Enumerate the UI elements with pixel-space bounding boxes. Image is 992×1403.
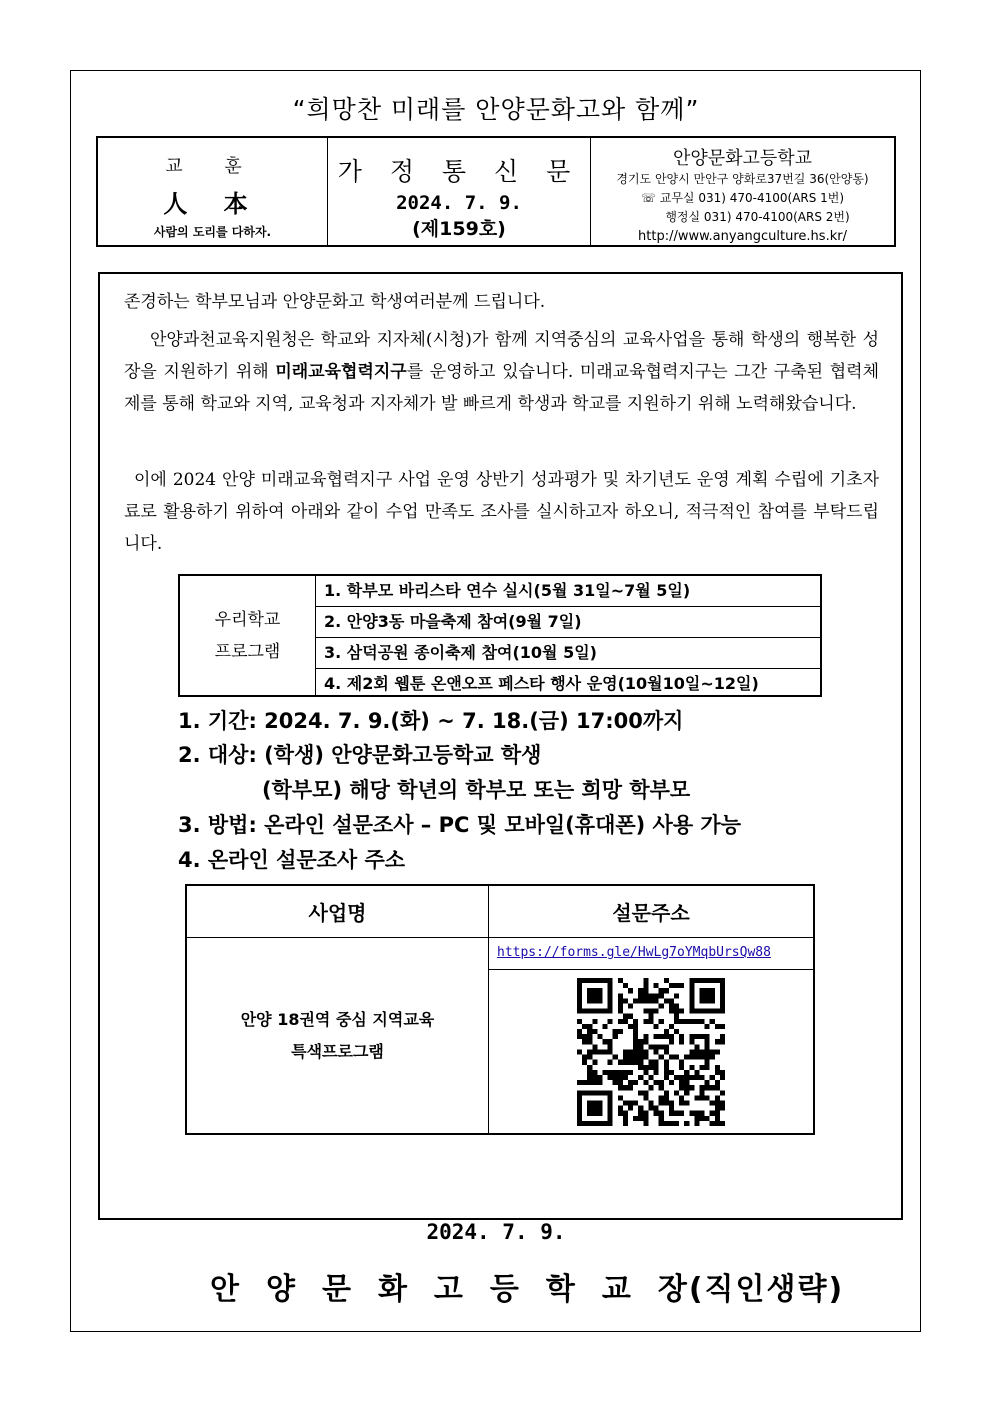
signature-school: 안양문화고등학교 <box>210 1272 658 1307</box>
paragraph-2: 이에 2024 안양 미래교육협력지구 사업 운영 상반기 성과평가 및 차기년도 운영 계획 수립에 기초자료로 활용하기 위하여 아래와 같이 수업 만족도 조사를 실시하고자 하오니, 적극적인 참여를 부탁드립니다. <box>124 470 879 554</box>
survey-table-row <box>187 938 813 1133</box>
column-business: 사업명 <box>187 886 489 937</box>
phone-office: ☏ 교무실 031) 470-4100(ARS 1번) <box>640 191 845 205</box>
creed: 人 本 <box>163 189 262 218</box>
survey-table <box>185 884 815 1135</box>
column-address: 설문주소 <box>612 901 690 925</box>
greeting: 존경하는 학부모님과 안양문화고 학생여러분께 드립니다. <box>124 292 546 312</box>
program-label-line2: 프로그램 <box>214 641 281 662</box>
survey-table-header <box>187 886 813 938</box>
creed-label: 교 훈 <box>165 156 260 177</box>
business-name-line1: 안양 18권역 중심 지역교육 <box>240 1009 435 1029</box>
survey-address-title: 4. 온라인 설문조사 주소 <box>178 848 406 872</box>
program-table <box>178 574 822 697</box>
school-name: 안양문화고등학교 <box>672 148 813 169</box>
survey-address-cell <box>489 938 813 1133</box>
program-label-line1: 우리학교 <box>214 609 281 630</box>
paragraph-1-part-a: 안양과천교육지원청은 학교와 지자체(시청)가 함께 지역중심의 교육사업을 통해 학생의 행복한 성장을 지원하기 위해 <box>124 330 879 382</box>
paragraph-1-part-b: 를 운영하고 있습니다. 미래교육협력지구는 그간 구축된 협력체제를 통해 학교와 지역, 교육청과 지자체가 발 빠르게 학생과 학교를 지원하기 위해 노력해왔습니다. <box>124 362 879 414</box>
program-item: 4. 제2회 웹툰 온앤오프 페스타 행사 운영(10월10일~12일) <box>324 674 759 693</box>
document-title-cell <box>328 138 591 245</box>
program-label <box>180 576 316 695</box>
signature-title: 장(직인생략) <box>657 1272 845 1307</box>
survey-method: 3. 방법: 온라인 설문조사 – PC 및 모바일(휴대폰) 사용 가능 <box>178 813 742 837</box>
survey-target-students: 2. 대상: (학생) 안양문화고등학교 학생 <box>178 743 542 767</box>
document-title: 가 정 통 신 문 <box>337 157 581 186</box>
business-name-line2: 특색프로그램 <box>291 1041 384 1061</box>
letter-header <box>96 136 896 247</box>
business-name <box>187 938 489 1133</box>
document-date: 2024. 7. 9. <box>396 192 522 214</box>
school-website[interactable]: http://www.anyangculture.hs.kr/ <box>638 229 847 244</box>
qr-code-area <box>489 970 813 1133</box>
paragraph-1 <box>124 324 879 420</box>
creed-subtitle: 사람의 도리를 다하자. <box>153 225 272 239</box>
program-item: 1. 학부모 바리스타 연수 실시(5월 31일~7월 5일) <box>316 576 820 607</box>
document-number: (제159호) <box>412 218 506 240</box>
school-motto: “희망찬 미래를 안양문화고와 함께” <box>292 95 700 124</box>
footer-date: 2024. 7. 9. <box>426 1220 566 1244</box>
survey-link[interactable]: https://forms.gle/HwLg7oYMqbUrsQw88 <box>489 938 813 970</box>
school-address: 경기도 안양시 만안구 양화로37번길 36(안양동) <box>616 172 869 186</box>
program-list <box>316 576 820 695</box>
phone-admin: 행정실 031) 470-4100(ARS 2번) <box>665 210 850 224</box>
paragraph-1-highlight: 미래교육협력지구 <box>275 362 407 382</box>
principal-signature <box>210 1264 844 1308</box>
program-item: 2. 안양3동 마을축제 참여(9월 7일) <box>316 607 820 638</box>
survey-period: 1. 기간: 2024. 7. 9.(화) ~ 7. 18.(금) 17:00까지 <box>178 709 684 733</box>
survey-target-parents: (학부모) 해당 학년의 학부모 또는 희망 학부모 <box>262 778 691 802</box>
school-info-cell <box>591 138 894 245</box>
qr-code-icon[interactable] <box>577 978 725 1126</box>
school-creed-cell <box>98 138 328 245</box>
program-item: 3. 삼덕공원 종이축제 참여(10월 5일) <box>316 638 820 669</box>
